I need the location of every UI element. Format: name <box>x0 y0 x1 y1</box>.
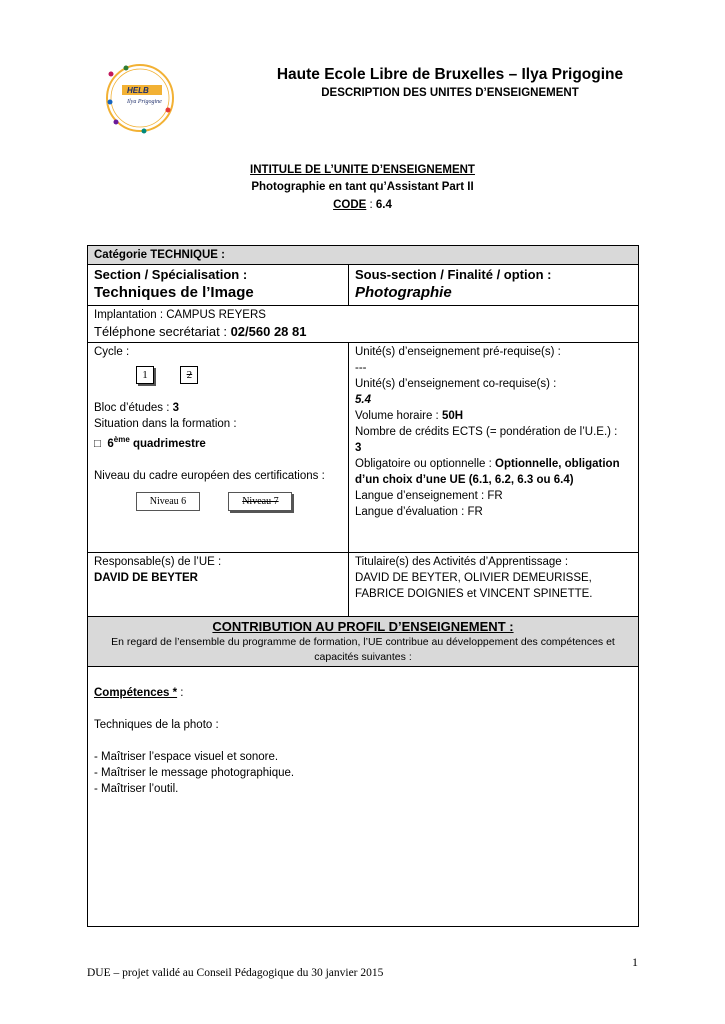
section-value: Techniques de l’Image <box>94 284 254 301</box>
competences-separator: : <box>177 687 184 699</box>
titulaires-cell <box>349 553 639 617</box>
niveau-label: Niveau du cadre européen des certifications : <box>94 469 325 482</box>
code-value: 6.4 <box>375 199 392 211</box>
titulaires-label: Titulaire(s) des Activités d’Apprentissage : <box>355 556 569 568</box>
situation-label: Situation dans la formation : <box>94 418 237 430</box>
contribution-cell <box>88 617 639 667</box>
situation-sup: ème <box>113 435 130 444</box>
bloc-value: 3 <box>172 402 180 414</box>
situation-line <box>94 432 342 452</box>
svg-text:HELB: HELB <box>127 86 149 95</box>
titulaires-value: DAVID DE BEYTER, OLIVIER DEMEURISSE, FABRICE DOIGNIES et VINCENT SPINETTE. <box>355 572 593 600</box>
prereq-label: Unité(s) d’enseignement pré-requise(s) : <box>355 346 561 358</box>
bloc-label: Bloc d’études : <box>94 402 173 414</box>
svg-text:Ilya Prigogine: Ilya Prigogine <box>127 99 162 105</box>
situation-value: quadrimestre <box>129 437 206 450</box>
competences-label: Compétences * <box>94 687 178 699</box>
responsable-label: Responsable(s) de l’UE : <box>94 556 222 568</box>
situation-num: 6 <box>107 437 114 450</box>
prereq-value: --- <box>355 362 367 374</box>
competences-line <box>94 685 632 701</box>
intitule-label: INTITULE DE L’UNITE D’ENSEIGNEMENT <box>250 164 475 176</box>
volume-label: Volume horaire : <box>355 410 442 422</box>
helb-logo <box>100 60 180 136</box>
footer-text: DUE – projet validé au Conseil Pédagogique du 30 janvier 2015 <box>87 967 384 979</box>
telephone-value: 02/560 28 81 <box>230 324 307 339</box>
soussection-cell <box>349 265 639 306</box>
volume-value: 50H <box>441 410 464 422</box>
competence-item: - Maîtriser l’espace visuel et sonore. <box>94 751 279 763</box>
coreq-value: 5.4 <box>355 394 371 406</box>
niveau-6-box: Niveau 6 <box>136 492 200 511</box>
competences-cell <box>88 667 639 927</box>
niveau-7-box: Niveau 7 <box>228 492 292 511</box>
oblig-line <box>355 456 632 488</box>
cycle-label: Cycle : <box>94 346 130 358</box>
checkbox-icon: □ <box>94 437 101 450</box>
header-subtitle: DESCRIPTION DES UNITES D’ENSEIGNEMENT <box>321 87 579 99</box>
niveau-boxes <box>136 492 342 511</box>
code-separator: : <box>366 199 376 211</box>
responsable-value: DAVID DE BEYTER <box>94 572 198 584</box>
langue-enseignement: Langue d’enseignement : FR <box>355 490 503 502</box>
responsable-cell <box>88 553 349 617</box>
cycle-boxes <box>136 366 342 386</box>
soussection-label: Sous-section / Finalité / option : <box>355 267 552 282</box>
section-cell <box>88 265 349 306</box>
langue-evaluation: Langue d’évaluation : FR <box>355 506 483 518</box>
volume-line <box>355 408 632 424</box>
oblig-label: Obligatoire ou optionnelle : <box>355 458 496 470</box>
code-line <box>0 199 725 211</box>
implantation: Implantation : CAMPUS REYERS <box>94 309 266 321</box>
credits-label: Nombre de crédits ECTS (= pondération de l’U.E.) : <box>355 426 618 438</box>
competence-item: - Maîtriser l’outil. <box>94 783 179 795</box>
credits-value: 3 <box>355 442 362 454</box>
implantation-cell <box>88 306 639 343</box>
categorie: Catégorie TECHNIQUE : <box>94 249 225 261</box>
oblig-value: Optionnelle, obligation d’un choix d’une UE (6.1, 6.2, 6.3 ou 6.4) <box>355 458 620 486</box>
competence-item: - Maîtriser le message photographique. <box>94 767 295 779</box>
contribution-title: CONTRIBUTION AU PROFIL D’ENSEIGNEMENT : <box>212 619 514 634</box>
telephone-line <box>94 323 632 340</box>
coreq-label: Unité(s) d’enseignement co-requise(s) : <box>355 378 557 390</box>
contribution-text: En regard de l’ensemble du programme de formation, l’UE contribue au développement des compétences et capacités suivantes : <box>111 636 615 663</box>
ue-table <box>87 245 639 927</box>
intitule-value: Photographie en tant qu’Assistant Part II <box>251 181 474 193</box>
section-label: Section / Spécialisation : <box>94 267 248 282</box>
cycle-cell <box>88 343 349 553</box>
telephone-label: Téléphone secrétariat : <box>94 324 231 339</box>
techniques-label: Techniques de la photo : <box>94 719 219 731</box>
cycle-2-box: 2 <box>180 366 198 384</box>
details-cell <box>349 343 639 553</box>
soussection-value: Photographie <box>355 284 452 301</box>
cycle-1-box: 1 <box>136 366 154 384</box>
categorie-cell <box>88 246 639 265</box>
code-label: CODE <box>333 199 367 211</box>
bloc-line <box>94 400 342 416</box>
header-title: Haute Ecole Libre de Bruxelles – Ilya Prigogine <box>276 66 624 83</box>
page-number: 1 <box>632 955 638 969</box>
